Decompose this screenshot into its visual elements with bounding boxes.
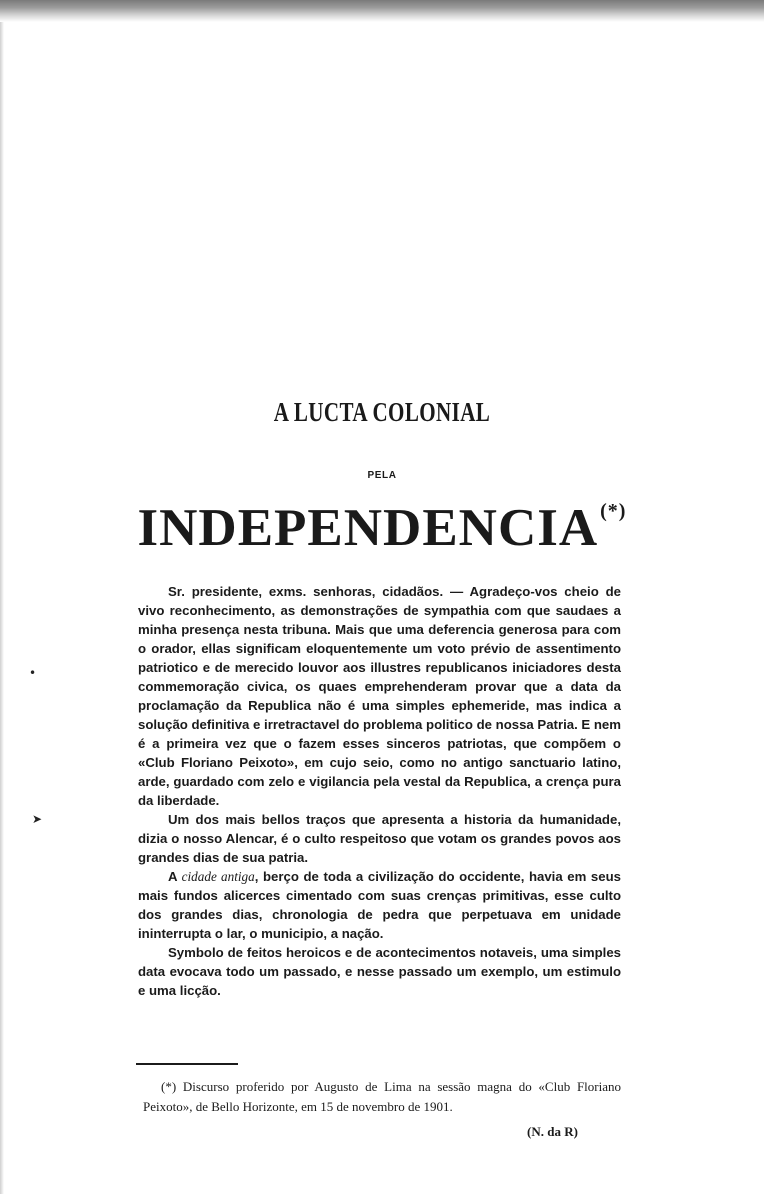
paragraph-text: Symbolo de feitos heroicos e de acontecimentos notaveis, uma simples data evocava todo um passado, e nesse passado um exemplo, um estimulo e uma licção. — [138, 945, 621, 998]
main-title — [0, 498, 764, 558]
paragraph — [138, 810, 621, 867]
scan-top-edge — [0, 0, 764, 22]
footnote-marker: (*) — [161, 1079, 177, 1094]
paragraph-text: Um dos mais bellos traços que apresenta a historia da humanidade, dizia o nosso Alencar, é o culto respeitoso que votam os grandes povos aos grandes dias de sua patria. — [138, 812, 621, 865]
footnote — [143, 1077, 621, 1117]
italic-phrase: cidade antiga — [181, 869, 255, 884]
main-title-text: INDEPENDENCIA — [137, 499, 599, 557]
margin-speck: ➤ — [32, 812, 43, 826]
footnote-text: Discurso proferido por Augusto de Lima na sessão magna do «Club Floriano Peixoto», de Bello Horizonte, em 15 de novembro de 1901. — [143, 1079, 622, 1114]
title-connector: PELA — [367, 470, 397, 481]
footnote-reference: (*) — [600, 500, 627, 522]
footnote-divider — [136, 1063, 238, 1065]
paragraph-text: , berço de toda a civilização do occidente, havia em seus mais fundos alicerces cimentado com suas crenças primitivas, esse culto dos grandes dias, chronologia de pedra que perpetuava em unidade ininterrupta o lar, o municipio, a nação. — [138, 869, 621, 941]
editor-note: (N. da R) — [527, 1124, 578, 1139]
margin-speck: • — [29, 666, 37, 680]
scan-left-edge — [0, 22, 4, 1194]
paragraph-text: A — [168, 869, 182, 884]
paragraph — [138, 867, 621, 943]
document-title: A LUCTA COLONIAL — [273, 397, 491, 427]
paragraph — [138, 943, 621, 1000]
paragraph-text: Sr. presidente, exms. senhoras, cidadãos. — Agradeço-vos cheio de vivo reconhecimento, as demonstrações de sympathia com que saudaes a minha presença nesta tribuna. Mais que uma deferencia generosa para com o orador, ellas significam eloquentemente um voto prévio de assentimento patriotico e de merecido louvor aos illustres republicanos iniciadores desta commemoração civica, os quaes emprehenderam provar que a data da proclamação da Republica não é uma simples ephemeride, mas indica a solução definitiva e irretractavel do problema politico de nossa Patria. E nem é a primeira vez que o fazem esses sinceros patriotas, que compõem o «Club Floriano Peixoto», em cujo seio, como no antigo sanctuario latino, arde, guardado com zelo e vigilancia pela vestal da Republica, a crença pura da liberdade. — [138, 584, 621, 808]
paragraph — [138, 582, 621, 810]
speech-body — [138, 582, 621, 1000]
